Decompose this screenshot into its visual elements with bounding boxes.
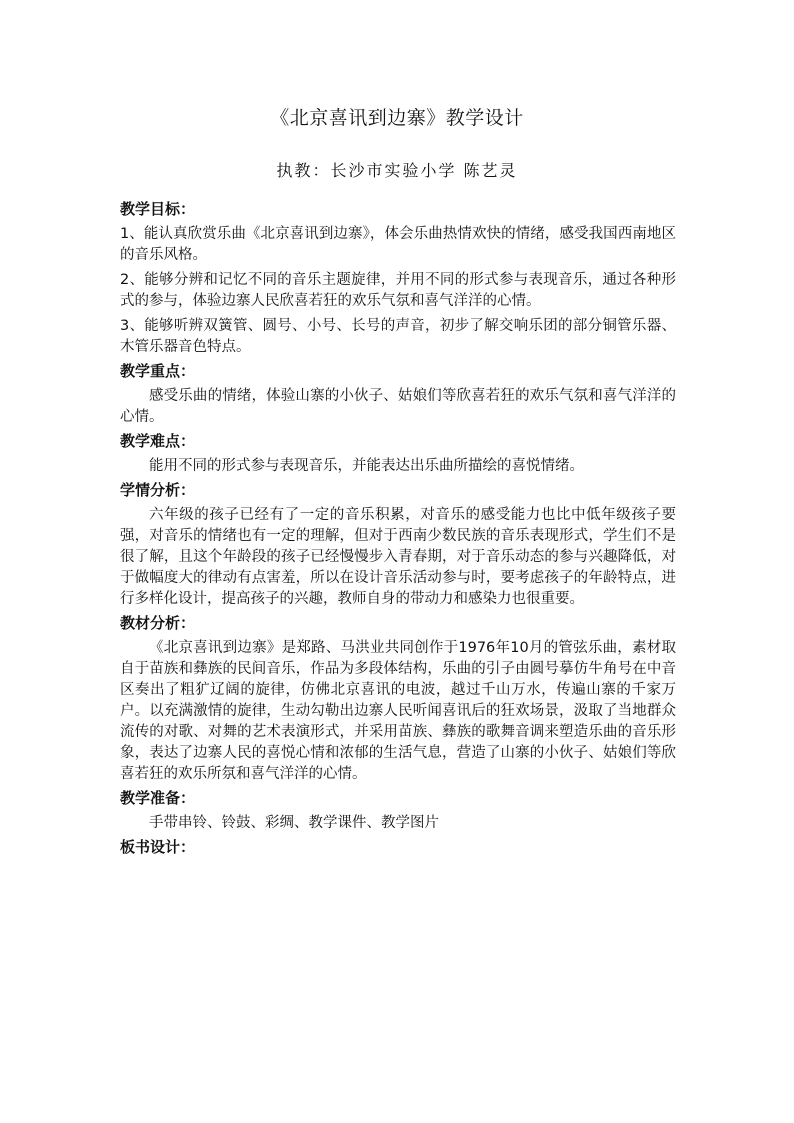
student-analysis-text: 六年级的孩子已经有了一定的音乐积累，对音乐的感受能力也比中低年级孩子要强，对音乐的情绪也有一定的理解，但对于西南少数民族的音乐表现形式，学生们不是很了解，且这个年龄段的孩子已经慢慢步入青春期，对于音乐动态的参与兴趣降低，对于做幅度大的律动有点害羞，所以在设计音乐活动参与时，要考虑孩子的年龄特点，进行多样化设计，提高孩子的兴趣，教师自身的带动力和感染力也很重要。 <box>120 507 676 607</box>
section-heading-goals: 教学目标： <box>120 200 196 218</box>
material-analysis-paragraph <box>120 638 676 785</box>
material-title-reference: 《北京喜讯到边寨》 <box>149 640 282 656</box>
document-body <box>120 196 676 858</box>
section-heading-difficulties: 教学难点： <box>120 432 196 450</box>
section-heading-preparation: 教学准备： <box>120 789 196 807</box>
goal-item: 2、能够分辨和记忆不同的音乐主题旋律，并用不同的形式参与表现音乐，通过各种形式的参与，体验边寨人民欣喜若狂的欢乐气氛和喜气洋洋的心情。 <box>120 272 676 309</box>
goal-item: 3、能够听辨双簧管、圆号、小号、长号的声音，初步了解交响乐团的部分铜管乐器、木管乐器音色特点。 <box>120 318 676 355</box>
section-heading-material-analysis: 教材分析： <box>120 614 196 632</box>
material-analysis-text: 是郑路、马洪业共同创作于1976年10月的管弦乐曲，素材取自于苗族和彝族的民间音乐，作品为多段体结构，乐曲的引子由圆号摹仿牛角号在中音区奏出了粗犷辽阔的旋律，仿佛北京喜讯的电波，越过千山万水，传遍山寨的千家万户。以充满激情的旋律，生动勾勒出边寨人民听闻喜讯后的狂欢场景，汲取了当地群众流传的对歌、对舞的艺术表演形式，并采用苗族、彝族的歌舞音调来塑造乐曲的音乐形象，表达了边寨人民的喜悦心情和浓郁的生活气息，营造了山寨的小伙子、姑娘们等欣喜若狂的欢乐所氛和喜气洋洋的心情。 <box>120 640 677 782</box>
key-points-text: 感受乐曲的情绪，体验山寨的小伙子、姑娘们等欣喜若狂的欢乐气氛和喜气洋洋的心情。 <box>120 388 676 425</box>
document-title: 《北京喜讯到边寨》教学设计 <box>270 107 524 129</box>
section-heading-student-analysis: 学情分析： <box>120 481 196 499</box>
preparation-text: 手带串铃、铃鼓、彩绸、教学课件、教学图片 <box>149 815 439 831</box>
difficulties-text: 能用不同的形式参与表现音乐，并能表达出乐曲所描绘的喜悦情绪。 <box>149 458 584 474</box>
section-heading-blackboard: 板书设计： <box>120 838 196 856</box>
document-author: 执教：长沙市实验小学 陈艺灵 <box>276 161 518 180</box>
section-heading-key-points: 教学重点： <box>120 362 196 380</box>
goal-item: 1、能认真欣赏乐曲《北京喜讯到边寨》，体会乐曲热情欢快的情绪，感受我国西南地区的音乐风格。 <box>120 226 676 263</box>
